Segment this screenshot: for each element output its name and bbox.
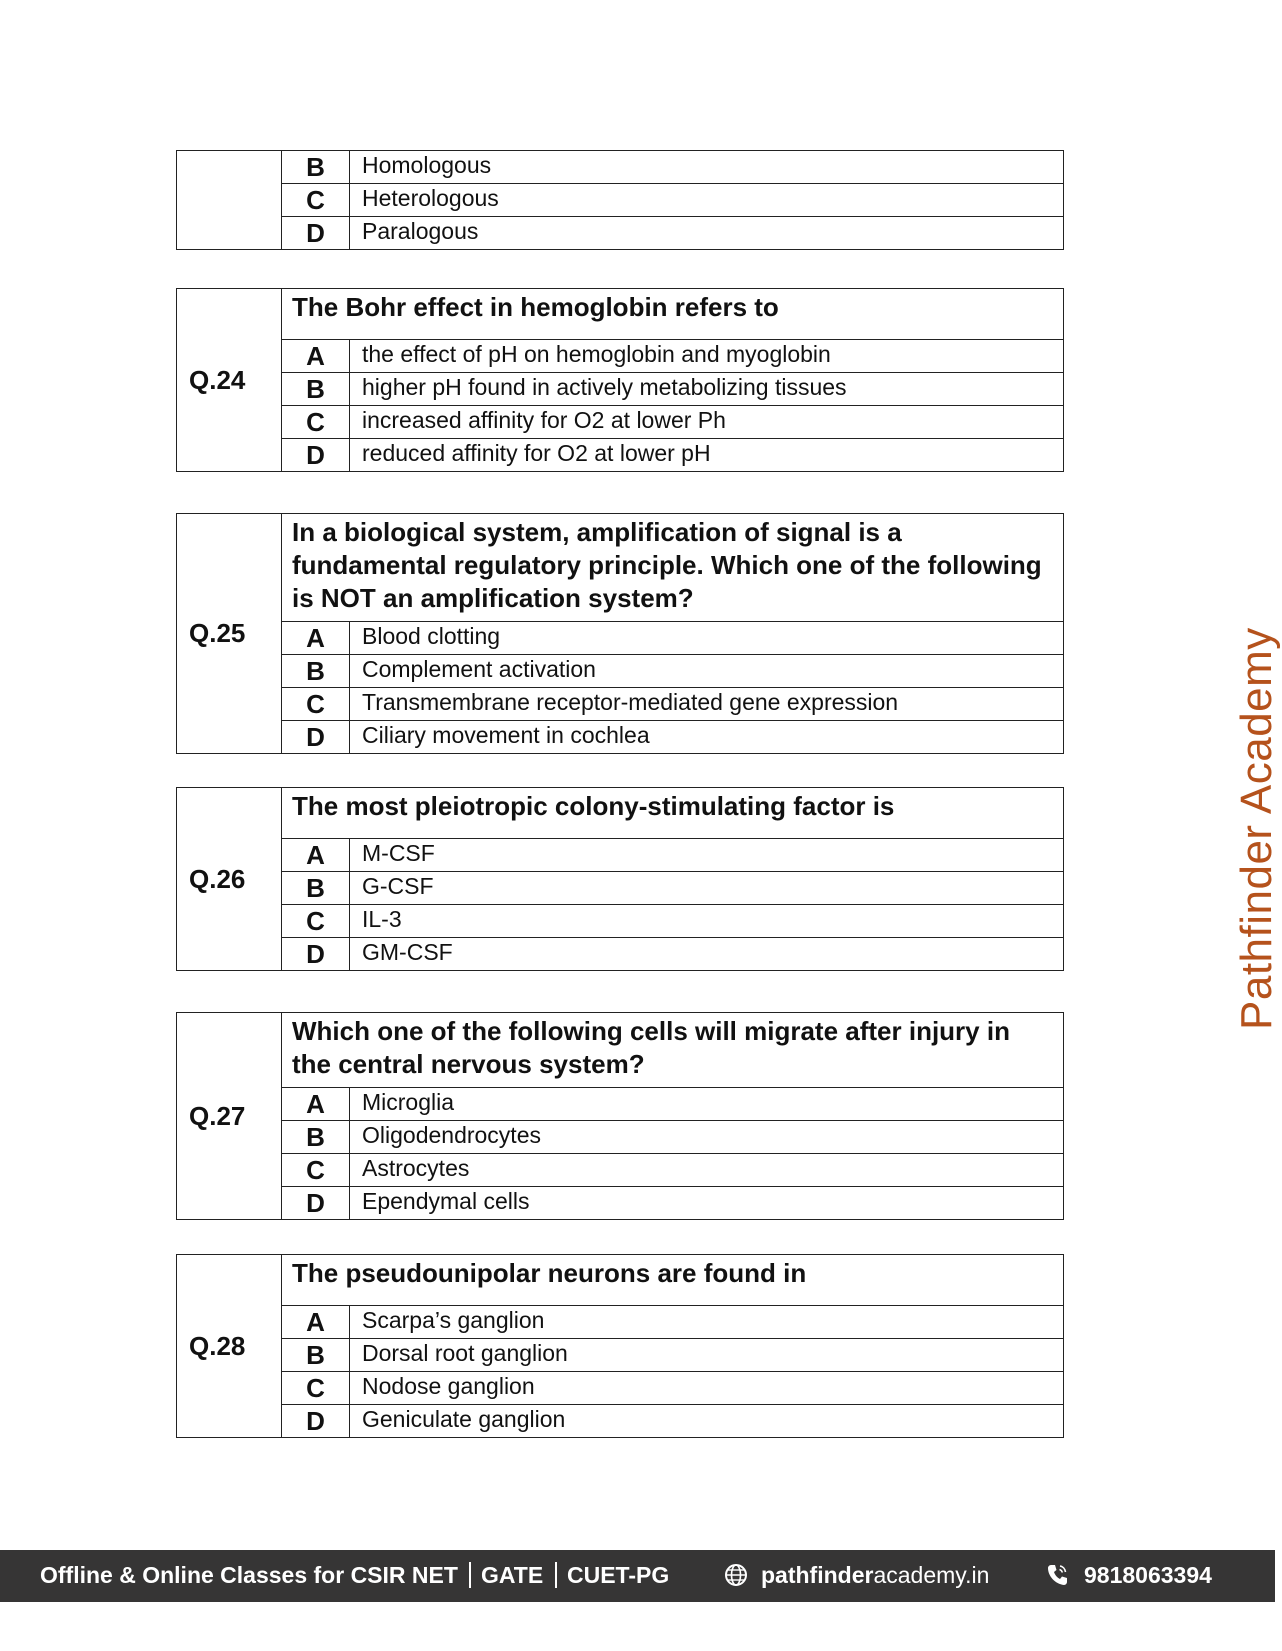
footer-divider (555, 1562, 557, 1588)
option-text: Microglia (350, 1088, 1064, 1121)
website-rest: academy.in (873, 1562, 990, 1588)
option-text: Ciliary movement in cochlea (350, 721, 1064, 754)
option-text: reduced affinity for O2 at lower pH (350, 439, 1064, 472)
option-text: Transmembrane receptor-mediated gene expression (350, 688, 1064, 721)
option-text: Blood clotting (350, 622, 1064, 655)
option-text: Homologous (350, 151, 1064, 184)
watermark-text: Pathfinder Academy (1232, 627, 1281, 1030)
question-number: Q.27 (177, 1013, 282, 1220)
option-text: Nodose ganglion (350, 1372, 1064, 1405)
option-letter: D (282, 721, 350, 754)
option-letter: C (282, 184, 350, 217)
footer-cuet: CUET-PG (567, 1562, 670, 1588)
option-text: G-CSF (350, 872, 1064, 905)
option-letter: B (282, 151, 350, 184)
question-number: Q.28 (177, 1255, 282, 1438)
question-text: The Bohr effect in hemoglobin refers to (282, 289, 1064, 340)
option-letter: A (282, 340, 350, 373)
option-text: M-CSF (350, 839, 1064, 872)
option-letter: A (282, 839, 350, 872)
question-28-table (176, 1254, 1064, 1438)
question-number-cell (177, 151, 282, 250)
question-number: Q.26 (177, 788, 282, 971)
option-letter: A (282, 1306, 350, 1339)
question-number: Q.24 (177, 289, 282, 472)
option-text: increased affinity for O2 at lower Ph (350, 406, 1064, 439)
option-text: IL-3 (350, 905, 1064, 938)
option-letter: C (282, 688, 350, 721)
option-text: Dorsal root ganglion (350, 1339, 1064, 1372)
option-letter: C (282, 1372, 350, 1405)
question-text: Which one of the following cells will migrate after injury in the central nervous system? (282, 1013, 1064, 1088)
option-text: the effect of pH on hemoglobin and myoglobin (350, 340, 1064, 373)
question-27-table (176, 1012, 1064, 1220)
option-letter: D (282, 1405, 350, 1438)
option-text: higher pH found in actively metabolizing tissues (350, 373, 1064, 406)
option-letter: C (282, 406, 350, 439)
option-text: Ependymal cells (350, 1187, 1064, 1220)
option-letter: D (282, 938, 350, 971)
option-text: Heterologous (350, 184, 1064, 217)
option-letter: D (282, 439, 350, 472)
option-letter: B (282, 1121, 350, 1154)
option-text: Geniculate ganglion (350, 1405, 1064, 1438)
option-letter: C (282, 905, 350, 938)
question-24-table (176, 288, 1064, 472)
website-bold: pathfinder (761, 1562, 874, 1588)
option-letter: B (282, 1339, 350, 1372)
footer-phone[interactable]: 9818063394 (1084, 1562, 1212, 1588)
option-text: Complement activation (350, 655, 1064, 688)
footer-gate: GATE (481, 1562, 544, 1588)
option-letter: A (282, 622, 350, 655)
footer-tagline: Offline & Online Classes for CSIR NET (40, 1562, 458, 1588)
option-text: Oligodendrocytes (350, 1121, 1064, 1154)
question-25-table (176, 513, 1064, 754)
option-letter: B (282, 872, 350, 905)
footer-website[interactable] (761, 1562, 989, 1589)
option-text: Astrocytes (350, 1154, 1064, 1187)
question-text: In a biological system, amplification of signal is a fundamental regulatory principle. Which one of the following is NOT an amplification system? (282, 514, 1064, 622)
option-text: Scarpa’s ganglion (350, 1306, 1064, 1339)
option-letter: D (282, 1187, 350, 1220)
footer-divider (469, 1562, 471, 1588)
option-letter: B (282, 373, 350, 406)
question-text: The most pleiotropic colony-stimulating factor is (282, 788, 1064, 839)
phone-icon (1046, 1563, 1068, 1587)
option-text: Paralogous (350, 217, 1064, 250)
globe-icon (724, 1563, 748, 1587)
footer-bar (0, 1550, 1275, 1602)
option-letter: B (282, 655, 350, 688)
option-text: GM-CSF (350, 938, 1064, 971)
question-26-table (176, 787, 1064, 971)
option-letter: D (282, 217, 350, 250)
question-number: Q.25 (177, 514, 282, 754)
question-text: The pseudounipolar neurons are found in (282, 1255, 1064, 1306)
option-letter: A (282, 1088, 350, 1121)
option-letter: C (282, 1154, 350, 1187)
question-23-table (176, 150, 1064, 250)
